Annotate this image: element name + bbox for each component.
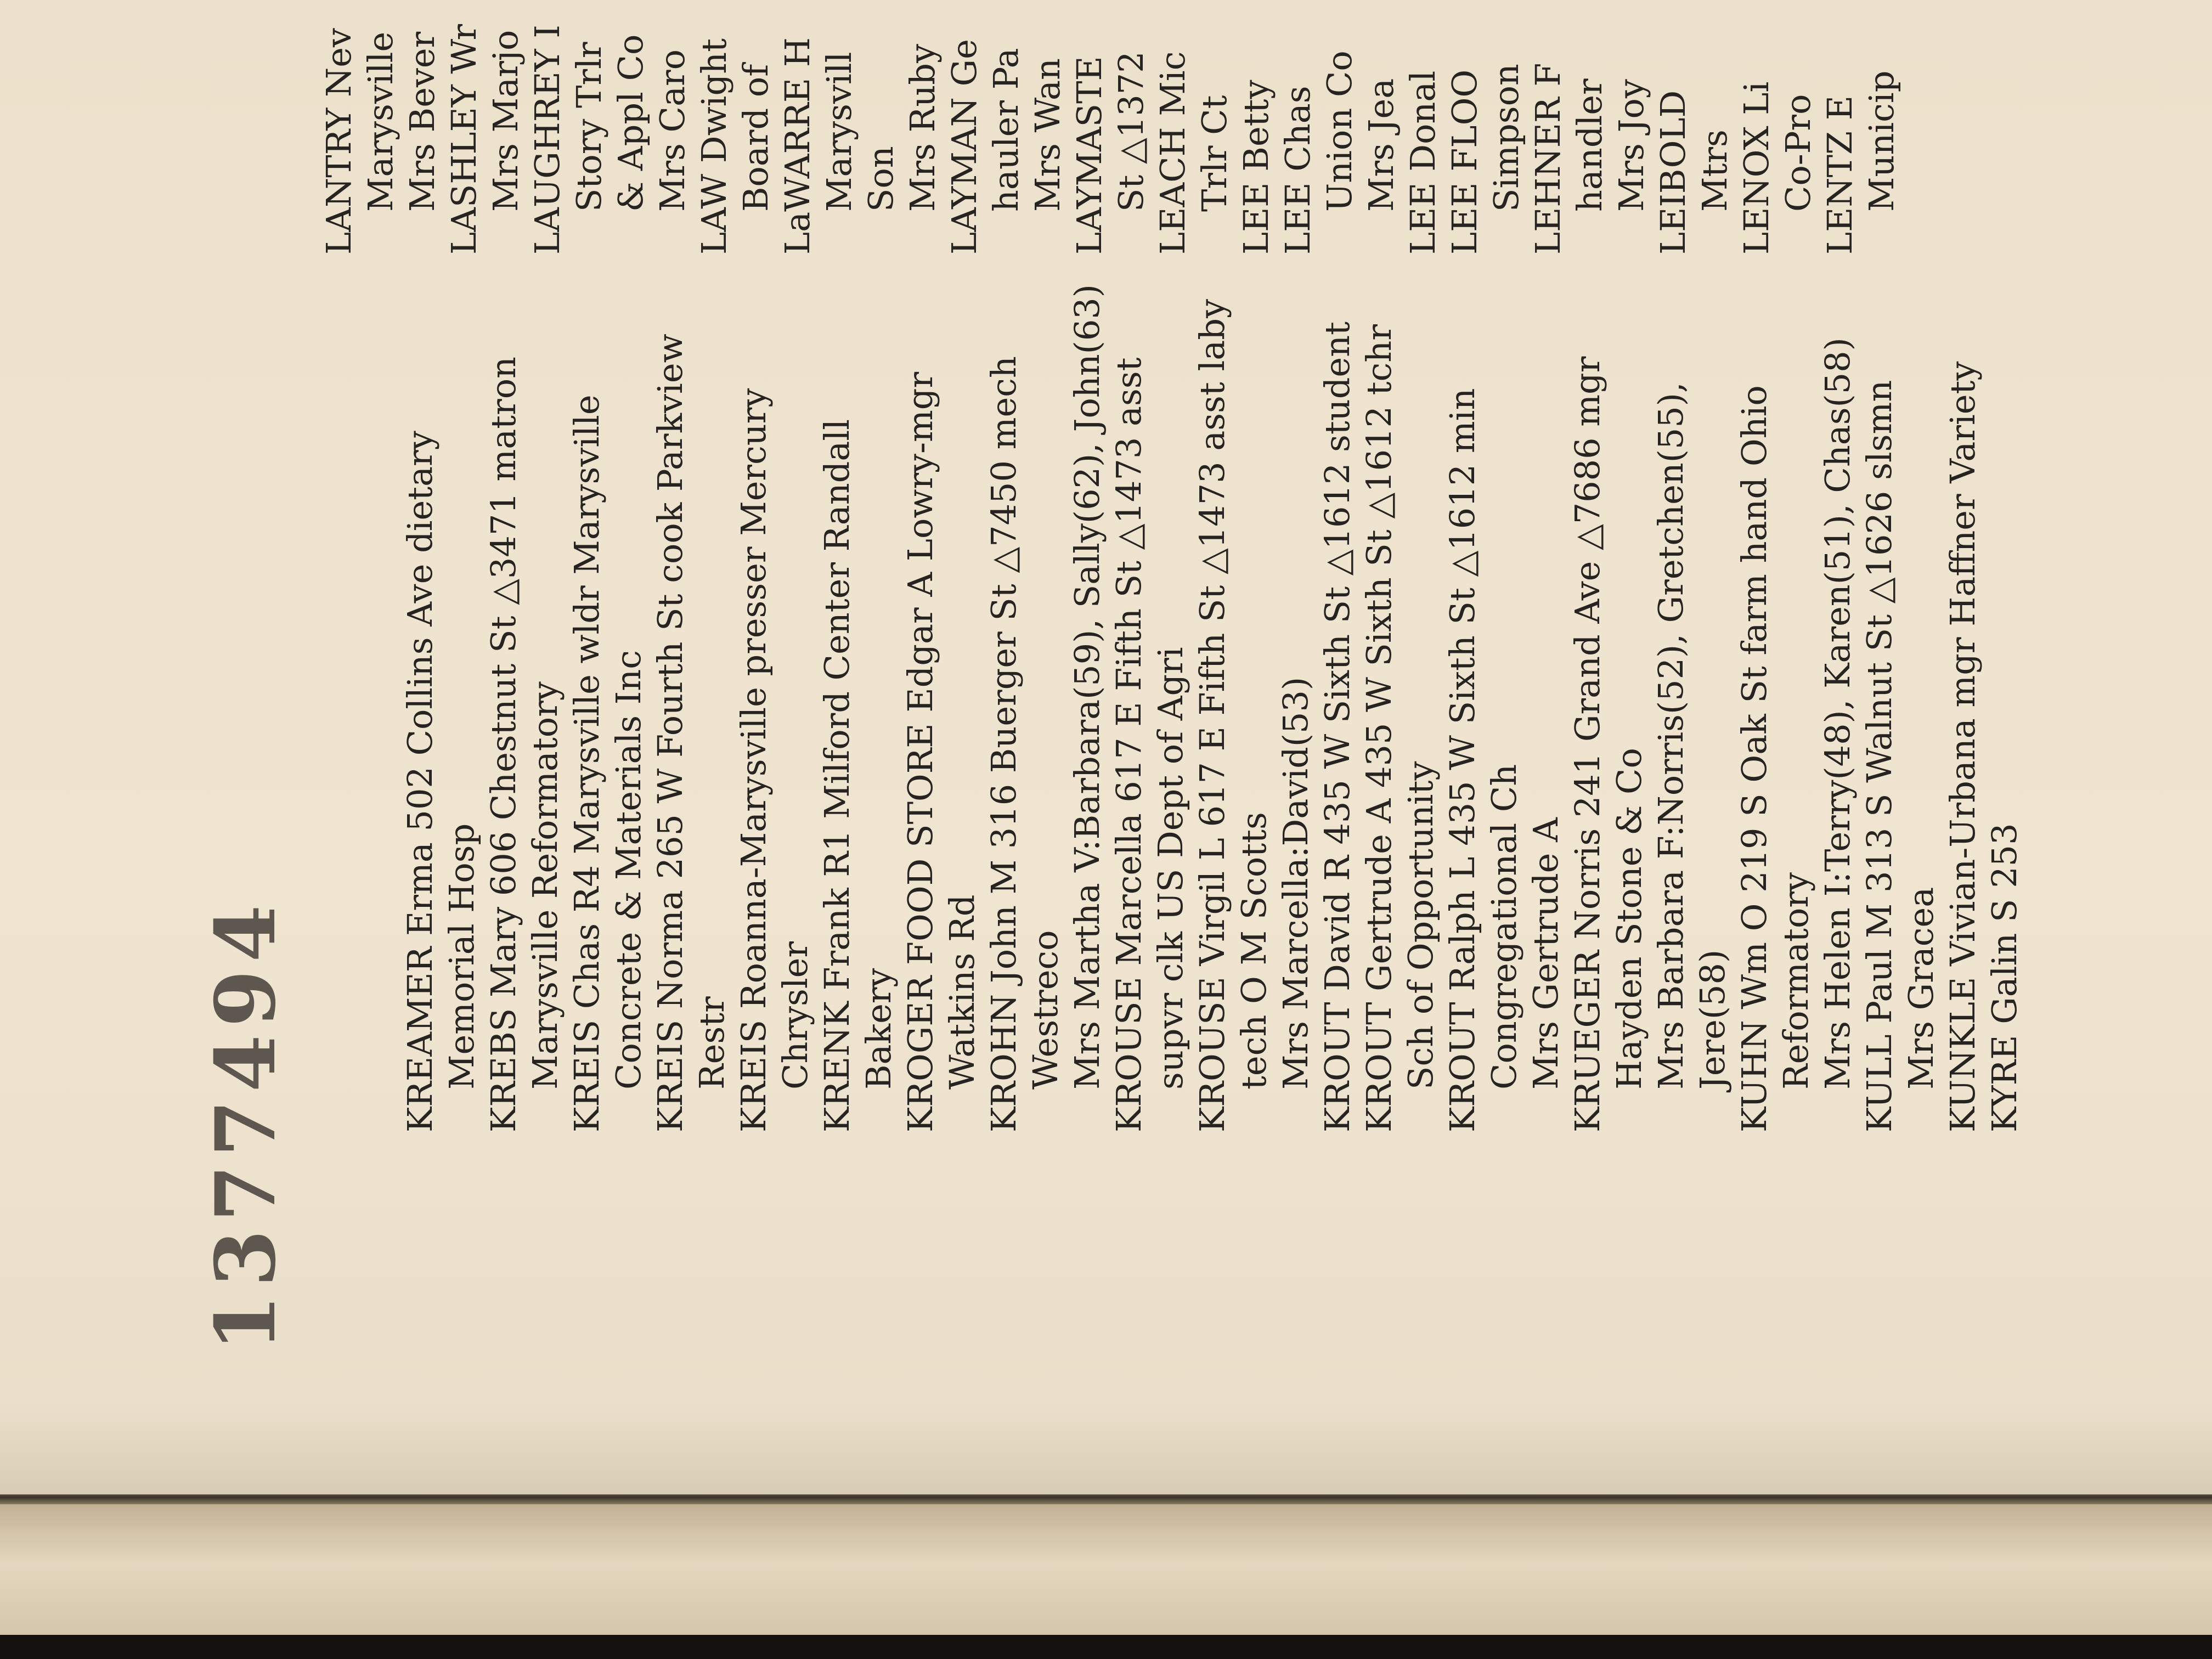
directory-entry: LEHNER F bbox=[1528, 63, 1568, 255]
directory-entry-continuation: Congregational Ch bbox=[1484, 764, 1524, 1090]
directory-entry: KROUT Gertrude A 435 W Sixth St △1612 tchr bbox=[1359, 324, 1399, 1132]
directory-entry-continuation: Story Trlr bbox=[569, 42, 609, 212]
directory-entry: KROUT Ralph L 435 W Sixth St △1612 min bbox=[1442, 388, 1482, 1132]
directory-entry-continuation: Son bbox=[861, 146, 901, 212]
directory-entry: LANTRY Nev bbox=[319, 28, 359, 255]
directory-entry-continuation: Memorial Hosp bbox=[442, 823, 482, 1090]
directory-entry-continuation: Mrs Caro bbox=[652, 49, 692, 212]
directory-entry: KREIS Chas R4 Marysville wldr Marysville bbox=[567, 394, 607, 1132]
directory-entry-continuation: Restr bbox=[692, 996, 732, 1090]
directory-entry-continuation: Watkins Rd bbox=[942, 894, 982, 1090]
directory-entry-continuation: Mrs Jea bbox=[1361, 78, 1401, 212]
directory-entry-continuation: Mtrs bbox=[1695, 129, 1735, 212]
directory-entry-continuation: Westreco bbox=[1025, 930, 1065, 1090]
directory-entry-continuation: Mrs Gertrude A bbox=[1526, 817, 1566, 1090]
directory-entry-continuation: Mrs Martha V:Barbara(59), Sally(62), John(63) bbox=[1067, 284, 1107, 1090]
directory-entry-continuation: Board of bbox=[736, 64, 776, 212]
directory-entry: LEE Donal bbox=[1403, 70, 1443, 255]
book-spine-shadow bbox=[0, 1635, 2212, 1659]
directory-entry-continuation: Mrs Joy bbox=[1611, 79, 1651, 212]
directory-entry-continuation: Simpson bbox=[1486, 64, 1526, 212]
directory-entry-continuation: supvr clk US Dept of Agri bbox=[1150, 647, 1190, 1090]
directory-entry: LaWARRE H bbox=[777, 37, 817, 255]
directory-entry-continuation: Mrs Marjo bbox=[486, 30, 526, 212]
directory-entry-continuation: Municip bbox=[1861, 70, 1901, 212]
directory-entry: KREBS Mary 606 Chestnut St △3471 matron bbox=[483, 357, 523, 1132]
directory-entry-continuation: & Appl Co bbox=[611, 34, 651, 212]
directory-entry: KROHN John M 316 Buerger St △7450 mech bbox=[984, 356, 1024, 1132]
directory-entry: LAYMAN Ge bbox=[944, 39, 984, 255]
directory-entry-continuation: Reformatory bbox=[1776, 872, 1816, 1090]
directory-entry: KREIS Roanna-Marysville presser Mercury bbox=[733, 388, 774, 1132]
directory-entry-continuation: tech O M Scotts bbox=[1234, 812, 1274, 1090]
directory-entry: KROUT David R 435 W Sixth St △1612 student bbox=[1317, 321, 1357, 1132]
directory-entry-continuation: St △1372 bbox=[1111, 51, 1151, 212]
directory-entry: KYRE Galin S 253 bbox=[1984, 823, 2024, 1132]
directory-entry-continuation: Mrs Helen I:Terry(48), Karen(51), Chas(58) bbox=[1818, 337, 1858, 1090]
directory-entry-continuation: Mrs Gracea bbox=[1901, 887, 1941, 1090]
directory-entry-continuation: Concrete & Materials Inc bbox=[608, 650, 648, 1090]
directory-entry: KROUSE Marcella 617 E Fifth St △1473 asst bbox=[1109, 357, 1149, 1132]
directory-entry: LEIBOLD bbox=[1653, 90, 1693, 255]
directory-entry: LAYMASTE bbox=[1069, 56, 1109, 255]
directory-entry-continuation: Hayden Stone & Co bbox=[1609, 748, 1649, 1090]
directory-column-left bbox=[399, 244, 2025, 1132]
directory-entry-continuation: Sch of Opportunity bbox=[1401, 761, 1441, 1090]
directory-entry: KROGER FOOD STORE Edgar A Lowry-mgr bbox=[900, 371, 940, 1132]
directory-entry: LENTZ E bbox=[1820, 95, 1860, 255]
directory-entry: KUHN Wm O 219 S Oak St farm hand Ohio bbox=[1734, 385, 1774, 1132]
directory-entry-continuation: Mrs Wan bbox=[1028, 58, 1068, 212]
directory-entry-continuation: Chrysler bbox=[775, 941, 815, 1090]
directory-entry: KREAMER Erma 502 Collins Ave dietary bbox=[400, 431, 440, 1132]
directory-entry-continuation: Co-Pro bbox=[1778, 94, 1818, 212]
directory-entry-continuation: Mrs Barbara F:Norris(52), Gretchen(55), bbox=[1651, 382, 1691, 1090]
page-number: 1377494 bbox=[198, 897, 294, 1352]
directory-entry: LASHLEY Wr bbox=[444, 24, 484, 255]
directory-entry: LAW Dwight bbox=[694, 38, 734, 255]
directory-entry-continuation: Mrs Marcella:David(53) bbox=[1276, 676, 1316, 1090]
directory-entry: KUNKLE Vivian-Urbana mgr Haffner Variety bbox=[1943, 361, 1983, 1132]
directory-entry: LEE Chas bbox=[1278, 86, 1318, 255]
directory-entry-continuation: Marysvill bbox=[819, 52, 859, 212]
directory-entry-continuation: Marysville bbox=[360, 31, 400, 212]
directory-entry-continuation: handler bbox=[1570, 78, 1610, 212]
directory-entry: KRENK Frank R1 Milford Center Randall bbox=[817, 419, 857, 1132]
directory-entry-continuation: Bakery bbox=[859, 968, 899, 1090]
directory-entry: KROUSE Virgil L 617 E Fifth St △1473 asst laby bbox=[1192, 299, 1232, 1132]
directory-entry: LEE FLOO bbox=[1444, 69, 1485, 255]
directory-entry-continuation: Mrs Bever bbox=[402, 31, 442, 212]
directory-entry: KULL Paul M 313 S Walnut St △1626 slsmn bbox=[1859, 380, 1899, 1132]
directory-entry-continuation: Trlr Ct bbox=[1194, 95, 1234, 212]
directory-entry: LENOX Li bbox=[1736, 81, 1776, 255]
directory-entry-continuation: Jere(58) bbox=[1692, 949, 1733, 1090]
directory-entry: KREIS Norma 265 W Fourth St cook Parkview bbox=[650, 334, 690, 1132]
directory-column-right bbox=[318, 0, 1903, 255]
directory-entry-continuation: Union Co bbox=[1319, 50, 1359, 212]
directory-entry-continuation: hauler Pa bbox=[986, 48, 1026, 212]
directory-entry: LEE Betty bbox=[1236, 80, 1276, 255]
directory-entry: KRUEGER Norris 241 Grand Ave △7686 mgr bbox=[1567, 356, 1607, 1132]
directory-entry-continuation: Mrs Ruby bbox=[902, 44, 943, 212]
directory-entry-continuation: Marysville Reformatory bbox=[525, 681, 565, 1090]
directory-entry: LAUGHREY I bbox=[527, 25, 567, 255]
directory-entry: LEACH Mic bbox=[1153, 51, 1193, 255]
